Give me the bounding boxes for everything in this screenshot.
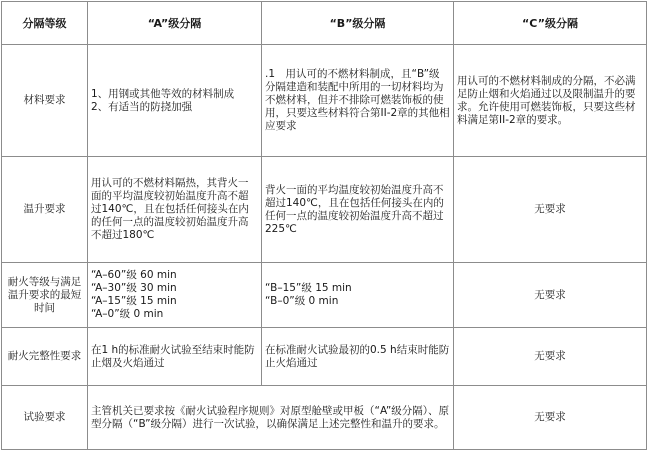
material-a-line: 2、有适当的防挠加强 — [91, 100, 193, 113]
fire-division-table-container — [1, 1, 646, 446]
fire-division-table — [1, 1, 647, 450]
fire-rating-a-line: “A–30”级 30 min — [91, 282, 177, 294]
fire-rating-b-line: “B–0”级 0 min — [265, 295, 339, 307]
material-a-cell — [88, 45, 262, 157]
integrity-c-cell: 无要求 — [454, 328, 647, 386]
temperature-b-cell: 背火一面的平均温度较初始温度升高不超过140℃，且在包括任何接头在内的任何一点的温度较初始温度升高不超过225℃ — [262, 157, 454, 263]
row-label-test: 试验要求 — [2, 386, 88, 450]
row-temperature — [2, 157, 647, 263]
row-fire-rating — [2, 263, 647, 328]
row-label-material: 材料要求 — [2, 45, 88, 157]
header-row — [2, 2, 647, 45]
material-a-line: 1、用钢或其他等效的材料制成 — [91, 87, 235, 100]
row-label-integrity: 耐火完整性要求 — [2, 328, 88, 386]
fire-rating-b-cell — [262, 263, 454, 328]
row-integrity — [2, 328, 647, 386]
fire-rating-a-line: “A–15”级 15 min — [91, 295, 177, 307]
row-test — [2, 386, 647, 450]
header-class-c: “C”级分隔 — [454, 2, 647, 45]
row-material — [2, 45, 647, 157]
row-label-fire-rating: 耐火等级与满足温升要求的最短时间 — [2, 263, 88, 328]
fire-rating-a-line: “A–60”级 60 min — [91, 269, 177, 281]
fire-rating-a-line: “A–0”级 0 min — [91, 308, 164, 320]
temperature-a-cell: 用认可的不燃材料隔热，其背火一面的平均温度较初始温度升高不超过140℃，且在包括任何接头在内的任何一点的温度较初始温度升高不超过180℃ — [88, 157, 262, 263]
material-b-cell: .1 用认可的不燃材料制成，且“B”级分隔建造和装配中所用的一切材料均为不燃材料，但并不排除可燃装饰板的使用，只要这些材料符合第II-2章的其他相应要求 — [262, 45, 454, 157]
integrity-b-cell: 在标准耐火试验最初的0.5 h结束时能防止火焰通过 — [262, 328, 454, 386]
fire-rating-c-cell: 无要求 — [454, 263, 647, 328]
test-c-cell: 无要求 — [454, 386, 647, 450]
header-class-b: “B”级分隔 — [262, 2, 454, 45]
fire-rating-b-line: “B–15”级 15 min — [265, 282, 352, 294]
integrity-a-cell: 在1 h的标准耐火试验至结束时能防止烟及火焰通过 — [88, 328, 262, 386]
temperature-c-cell: 无要求 — [454, 157, 647, 263]
material-c-cell: 用认可的不燃材料制成的分隔，不必满足防止烟和火焰通过以及限制温升的要求。允许使用可燃装饰板，只要这些材料满足第II-2章的要求。 — [454, 45, 647, 157]
fire-rating-a-cell — [88, 263, 262, 328]
header-class-a: “A”级分隔 — [88, 2, 262, 45]
test-ab-cell: 主管机关已要求按《耐火试验程序规则》对原型舱壁或甲板（“A”级分隔）、原型分隔（“B”级分隔）进行一次试验，以确保满足上述完整性和温升的要求。 — [88, 386, 454, 450]
header-division-grade: 分隔等级 — [2, 2, 88, 45]
row-label-temperature: 温升要求 — [2, 157, 88, 263]
